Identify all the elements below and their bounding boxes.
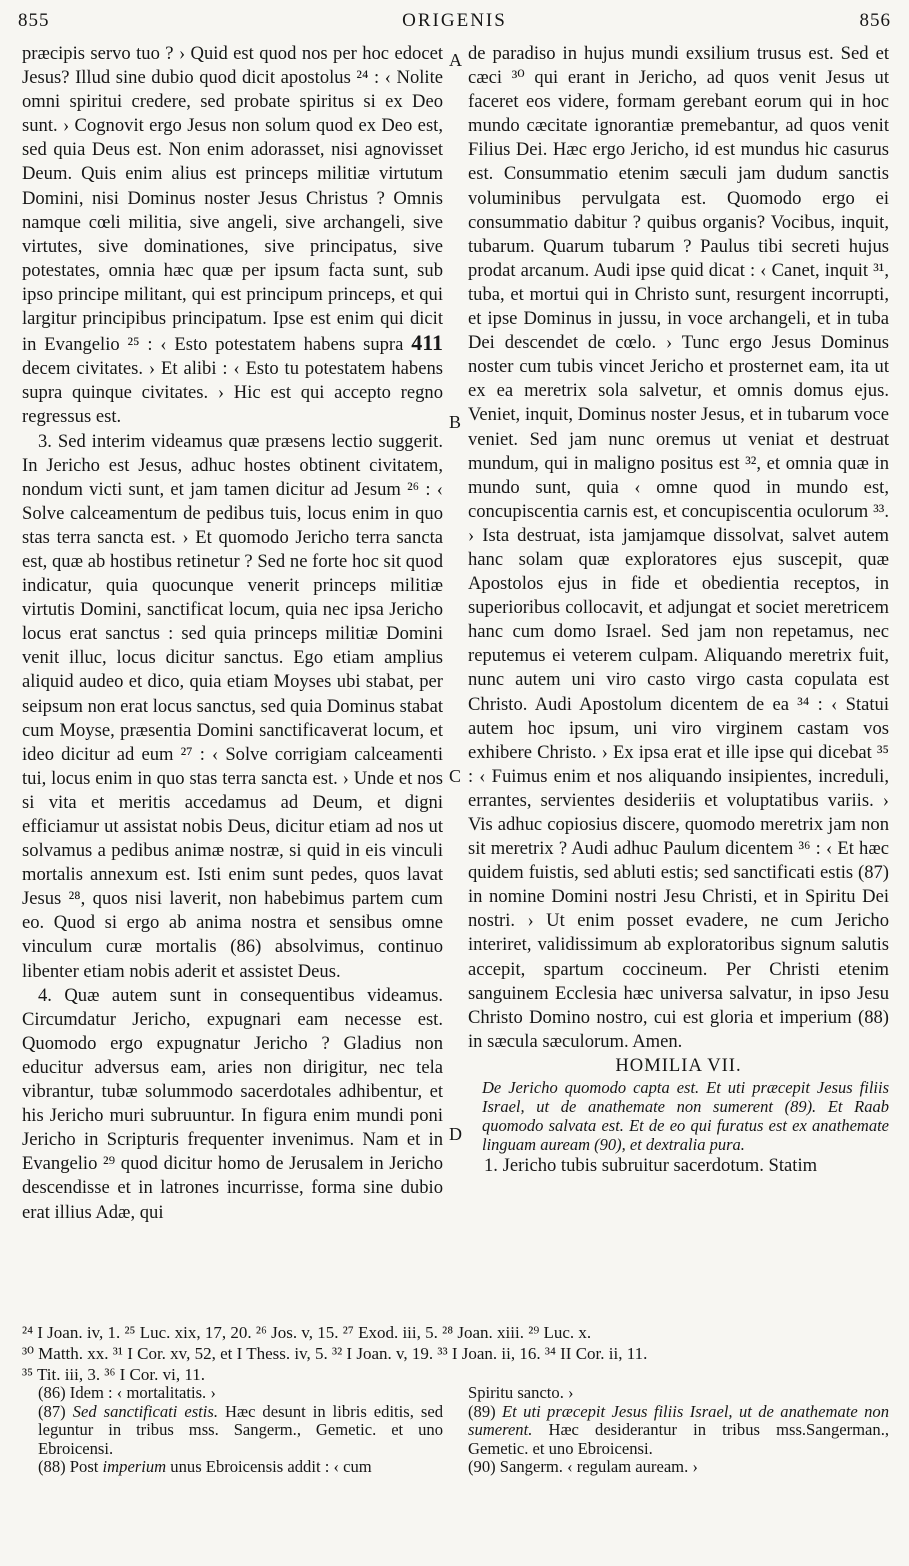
- footnotes-right: [468, 1384, 889, 1477]
- page-header: [18, 10, 891, 38]
- margin-letter-d: D: [449, 1124, 462, 1144]
- footnote-88: (88) Post imperium unus Ebroicensis addit : ‹ cum: [38, 1457, 372, 1476]
- right-column: [468, 42, 889, 1178]
- left-column: [22, 42, 443, 1225]
- reference-line: ³⁵ Tit. iii, 3. ³⁶ I Cor. vi, 11.: [22, 1365, 205, 1384]
- homily-title: HOMILIA VII.: [615, 1054, 742, 1076]
- footnote-89: (89) Et uti præcepit Jesus filiis Israel, ut de anathemate non sumerent. Hæc desiderantur in tribus mss.Sangerman., Gemetic. et uno Ebroicensi.: [468, 1401, 889, 1458]
- reference-line: ²⁴ I Joan. iv, 1. ²⁵ Luc. xix, 17, 20. ²⁶ Jos. v, 15. ²⁷ Exod. iii, 5. ²⁸ Joan. xiii. ²⁹ Luc. x.: [22, 1323, 592, 1342]
- margin-letter-a: A: [449, 50, 462, 70]
- marginal-page-marker: 411: [411, 330, 443, 356]
- paragraph-4: 4. Quæ autem sunt in consequentibus videamus. Circumdatur Jericho, expugnari eam necesse est. Quomodo ergo expugnatur Jericho ? Gladius non educitur adversus eam, aries non dirigitur, nec tela vibrantur, tubæ solummodo sacerdotales adhibentur, et his Jericho muri subruuntur. In figura enim mundi poni Jericho in Scripturis frequenter invenimus. Nam et in Evangelio ²⁹ quod dicitur homo de Jerusalem in Jericho descendisse et in latrones incurrisse, forma sine dubio erat illius Adæ, qui: [22, 984, 443, 1223]
- margin-letter-c: C: [449, 766, 462, 786]
- footnotes-left: [38, 1384, 443, 1477]
- margin-letter-b: B: [449, 412, 462, 432]
- reference-line: ³⁰ Matth. xx. ³¹ I Cor. xv, 52, et I Thess. iv, 5. ³² I Joan. v, 19. ³³ I Joan. ii, 16. ³⁴ II Cor. ii, 11.: [22, 1344, 648, 1363]
- paragraph-continued-right: de paradiso in hujus mundi exsilium trusus est. Sed et cæci ³⁰ qui erant in Jericho, ad quos venit Jesus ut faceret eos videre, formam gerebant eorum qui in hoc mundo cæcitate ignorantiæ premebantur, ad quos venit Filius Dei. Hæc ergo Jericho, id est mundus hic casurus est. Consummatio etenim sæculi jam dudum sanctis voluminibus pervulgata est. Quomodo ergo ei consummatio dabitur ? quibus organis? Vocibus, inquit, tubarum. Quarum tubarum ? Paulus tibi secreti hujus prodat arcanum. Audi ipse quid dicat : ‹ Canet, inquit ³¹, tuba, et mortui qui in Christo sunt, resurgent incorrupti, et ipse Dominus in jussu, in voce archangeli, et in tuba Dei descendet de cœlo. › Tunc ergo Jesus Dominus noster cum tubis vincet Jericho et prosternet eam, ita ut ex ea meretrix sola salvetur, et omnis domus ejus. Veniet, inquit, Dominus noster Jesus, et in tubarum voce veniet. Sed jam nunc oremus ut veniat et destruat mundum, qui in maligno positus est ³², et omnia quæ in mundo sunt, quia ‹ omne quod in mundo est, concupiscentia carnis est, et concupiscentia oculorum ³³. › Ista destruat, ista jamjamque dissolvat, salvet autem hanc solam quæ exploratores ejus suscepit, quæ Apostolos ejus in fide et obedientia receptos, in superioribus collocavit, et adjungat et societ meretricem hanc cum domo Israel. Sed jam non repetamus, nec reputemus ei veterem culpam. Aliquando meretrix fuit, nunc autem uni viro casto virgo casta copulata est Christo. Audi Apostolum dicentem de ea ³⁴ : ‹ Statui autem hoc ipsum, uni viro virginem castam vos exhibere Christo. › Ex ipsa erat et ille ipse qui dicebat ³⁵ : ‹ Fuimus enim et nos aliquando insipientes, increduli, errantes, servientes desideriis et voluptatibus variis. › Vis adhuc copiosius discere, quomodo meretrix jam non sit meretrix ? Audi adhuc Paulum dicentem ³⁶ : ‹ Et hæc quidem fuistis, sed abluti estis; sed sanctificati estis (87) in nomine Domini nostri Jesu Christi, et in Spiritu Dei nostri. › Ut enim posset evadere, ne cum Jericho interiret, validissimum ab exploratoribus signum salutis accepit, spartum coccineum. Per Christi etenim sanguinem Ecclesia hæc universa salvatur, in ipso Jesu Christo Domino nostro, cui est gloria et imperium (88) in sæcula sæculorum. Amen.: [468, 43, 889, 1052]
- running-title: ORIGENIS: [402, 10, 507, 31]
- paragraph-3: 3. Sed interim videamus quæ præsens lectio suggerit. In Jericho est Jesus, adhuc hostes obtinent civitatem, nondum victi sunt, et jam tamen dicitur ad Jesum ²⁶ : ‹ Solve calceamentum de pedibus tuis, locus enim in quo stas terra sancta est. › Et quomodo Jericho terra sancta est, quæ ab hostibus retinetur ? Sed ne forte hoc sit quod indicatur, quia quocunque venerit princeps militiæ virtutis Domini, sanctificat locum, quia nec ipsa Jericho locus erat sanctus : sed quia princeps militiæ Domini venit illuc, locus dicitur sanctus. Ego etiam amplius aliquid audeo et dico, quia etiam Moyses ubi stabat, per seipsum non erat locus sanctus, sed quia Dominus stabat cum Moyse, præsentia Domini sanctificaverat locum, et ideo dicitur ad eum ²⁷ : ‹ Solve corrigiam calceamenti tui, locus enim in quo stas terra sancta est. › Unde et nos si vita et meritis accedamus ad Deum, et digni efficiamur ut assistat nobis Deus, dicitur etiam ad nos ut solvamus a pedibus animæ nostræ, si quid in eis vinculi mortalis annexum est. Isti enim sunt pedes, quos lavat Jesus ²⁸, quos nisi laverit, non habebimus partem cum eo. Quod si ergo ab anima nostra et sensibus omne vinculum curæ mortalis (86) absolvimus, continuo libenter etiam nobis aderit et assistet Deus.: [22, 430, 443, 982]
- scripture-references: [22, 1322, 889, 1385]
- left-page-number: 855: [18, 10, 50, 31]
- footnote-87-continued: Spiritu sancto. ›: [468, 1383, 574, 1402]
- right-page-number: 856: [859, 10, 891, 31]
- paragraph-continued: præcipis servo tuo ? › Quid est quod nos per hoc edocet Jesus? Illud sine dubio quod dicit apostolus ²⁴ : ‹ Nolite omni spiritui credere, sed probate spiritus si ex Deo sunt. › Cognovit ergo Jesus non solum quod ex Deo est, sed quia Deus est. Non enim adorasset, nisi agnovisset Deum. Quis enim alius est princeps militiæ virtutum Domini, nisi Dominus noster Jesus Christus ? Omnis namque cœli militia, sive angeli, sive archangeli, sive virtutes, sive dominationes, sive principatus, sive potestates, omnia hæc quæ per ipsum facta sunt, sub ipso principe militant, qui est principum princeps, et qui largitur principibus principatum. Ipse est enim qui dicit in Evangelio ²⁵ : ‹ Esto potestatem habens supra 411 decem civitates. › Et alibi : ‹ Esto tu potestatem habens supra quinque civitates. › Hic est qui accepto regno regressus est.: [22, 43, 443, 428]
- footnote-90: (90) Sangerm. ‹ regulam auream. ›: [468, 1457, 698, 1476]
- footnote-86: (86) Idem : ‹ mortalitatis. ›: [38, 1383, 216, 1402]
- homily-summary: De Jericho quomodo capta est. Et uti præcepit Jesus filiis Israel, ut de anathemate non sumerent (89). Et Raab quomodo salvata est. Et de eo qui furatus est ex anathemate linguam auream (90), et dextralia pura.: [482, 1078, 889, 1155]
- footnote-87: (87) Sed sanctificati estis. Hæc desunt in libris editis, sed leguntur in tribus mss. Sangerm., Gemetic. et uno Ebroicensi.: [38, 1401, 443, 1458]
- homily-first-paragraph: 1. Jericho tubis subruitur sacerdotum. Statim: [484, 1155, 818, 1177]
